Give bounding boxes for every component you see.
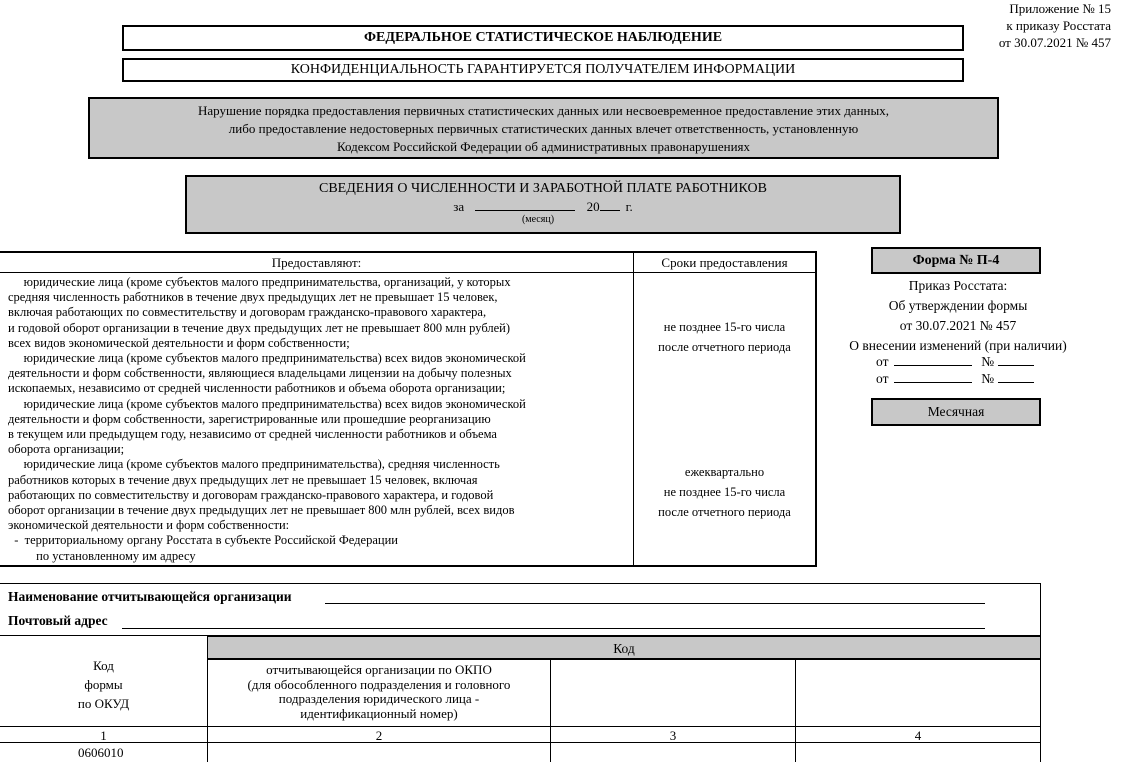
provider-line: экономической деятельности и форм собственности: — [8, 518, 290, 533]
change-date-field-2[interactable] — [894, 382, 972, 383]
order-line-3: от 30.07.2021 № 457 — [899, 318, 1017, 333]
num-label-2: № — [981, 371, 995, 386]
deadline-monthly — [634, 317, 815, 357]
okpo-line-2: (для обособленного подразделения и головного — [247, 676, 511, 692]
postal-address-label: Почтовый адрес — [8, 613, 108, 628]
period-za: за — [453, 199, 465, 214]
provider-line: юридические лица (кроме субъектов малого предпринимательства), средняя численность — [8, 457, 500, 472]
providers-text — [8, 275, 632, 564]
provider-line: работников которых в течение двух предыдущих лет не превышает 15 человек, включая — [8, 472, 478, 487]
report-title: СВЕДЕНИЯ О ЧИСЛЕННОСТИ И ЗАРАБОТНОЙ ПЛАТЕ РАБОТНИКОВ — [319, 181, 767, 196]
provider-line: оборот организации в течение двух предыдущих лет не превышает 800 млн рублей, всех видов — [8, 503, 515, 518]
deadline-2-line-3: после отчетного периода — [658, 505, 791, 519]
okud-line-1: Код — [93, 658, 114, 673]
providers-table — [0, 251, 817, 567]
change-number-field-1[interactable] — [998, 365, 1034, 366]
confidentiality-header: КОНФИДЕНЦИАЛЬНОСТЬ ГАРАНТИРУЕТСЯ ПОЛУЧАТЕЛЕМ ИНФОРМАЦИИ — [122, 58, 964, 82]
okpo-header — [208, 663, 550, 721]
provider-line: юридические лица (кроме субъектов малого предпринимательства, организаций, у которых — [8, 275, 511, 289]
org-name-field[interactable] — [325, 603, 985, 604]
org-name-label: Наименование отчитывающейся организации — [8, 589, 292, 604]
okud-line-2: формы — [84, 677, 123, 692]
okud-code-value: 0606010 — [78, 745, 124, 760]
provider-line: - территориальному органу Росстата в субъекте Российской Федерации — [8, 533, 398, 548]
deadline-1-line-1: не позднее 15-го числа — [663, 320, 786, 334]
periodicity-badge: Месячная — [871, 398, 1041, 426]
legal-warning — [88, 97, 999, 159]
appendix-note — [999, 0, 1111, 51]
providers-header: Предоставляют: — [271, 255, 362, 270]
warning-line-2: либо предоставление недостоверных первичных статистических данных влечет ответственность, установленную — [228, 121, 859, 136]
appendix-line-3: от 30.07.2021 № 457 — [998, 35, 1111, 50]
org-section — [0, 583, 1041, 762]
provider-line: всех видов экономической деятельности и форм собственности; — [8, 335, 350, 350]
provider-line: юридические лица (кроме субъектов малого предпринимательства) всех видов экономической — [8, 396, 526, 411]
month-field[interactable] — [475, 210, 575, 211]
col-number-3: 3 — [669, 728, 677, 743]
changes-fields — [876, 353, 1034, 387]
num-label-1: № — [981, 354, 995, 369]
appendix-line-2: к приказу Росстата — [1006, 18, 1111, 33]
provider-line: деятельности и форм собственности, зарегистрированные или прошедшие реорганизацию — [8, 411, 491, 426]
provider-line: включая работающих по совместительству и договорам гражданско-правового характера, — [8, 305, 487, 320]
year-prefix: 20 — [586, 199, 600, 214]
form-number: Форма № П-4 — [871, 247, 1041, 274]
okpo-code-field[interactable] — [208, 743, 550, 762]
month-caption: (месяц) — [521, 214, 555, 225]
okpo-line-1: отчитывающейся организации по ОКПО — [266, 662, 492, 677]
warning-line-3: Кодексом Российской Федерации об административных правонарушениях — [336, 139, 751, 154]
provider-line: оборота организации; — [8, 442, 125, 457]
change-number-field-2[interactable] — [998, 382, 1034, 383]
provider-line: по установленному им адресу — [8, 548, 196, 563]
col-number-2: 2 — [375, 728, 383, 743]
code-field-3[interactable] — [551, 743, 795, 762]
deadline-1-line-2: после отчетного периода — [658, 340, 791, 354]
provider-line: деятельности и форм собственности, являющиеся владельцами лицензии на добычу полезных — [8, 366, 512, 381]
okud-line-3: по ОКУД — [77, 696, 130, 711]
provider-line: работающих по совместительству и договорам гражданско-правового характера, и годовой — [8, 487, 494, 502]
okud-header — [0, 656, 207, 713]
provider-line: и годовой оборот организации в течение двух предыдущих лет не превышает 800 млн рублей) — [8, 320, 511, 335]
provider-line: ископаемых, независимо от средней численности работников и объема оборота организации; — [8, 381, 506, 396]
year-suffix: г. — [625, 199, 633, 214]
federal-observation-header: ФЕДЕРАЛЬНОЕ СТАТИСТИЧЕСКОЕ НАБЛЮДЕНИЕ — [122, 25, 964, 51]
year-field[interactable] — [600, 210, 620, 211]
deadline-2-line-1: ежеквартально — [684, 465, 765, 479]
from-label-2: от — [876, 371, 889, 386]
from-label-1: от — [876, 354, 889, 369]
report-title-box — [185, 175, 901, 234]
period-line — [187, 198, 899, 215]
warning-line-1: Нарушение порядка предоставления первичных статистических данных или несвоевременное предоставление этих данных, — [198, 103, 889, 118]
code-header: Код — [207, 635, 1040, 660]
deadlines-header: Сроки предоставления — [661, 255, 788, 270]
provider-line: в текущем или предыдущем году, независимо от средней численности работников и объема — [8, 427, 497, 442]
order-line-2: Об утверждении формы — [888, 298, 1028, 313]
appendix-line-1: Приложение № 15 — [1009, 1, 1111, 16]
okpo-line-4: идентификационный номер) — [300, 705, 458, 721]
code-field-4[interactable] — [796, 743, 1040, 762]
provider-line: средняя численность работников в течение двух предыдущих лет не превышает 15 человек, — [8, 290, 498, 305]
changes-label: О внесении изменений (при наличии) — [849, 338, 1067, 353]
postal-address-field[interactable] — [122, 628, 985, 629]
deadline-2-line-2: не позднее 15-го числа — [663, 485, 786, 499]
col-number-4: 4 — [914, 728, 922, 743]
deadline-quarterly — [634, 462, 815, 522]
order-info — [836, 276, 1080, 356]
col-number-1: 1 — [100, 728, 107, 743]
order-line-1: Приказ Росстата: — [908, 278, 1008, 293]
okpo-line-3: подразделения юридического лица - — [278, 691, 480, 706]
change-date-field-1[interactable] — [894, 365, 972, 366]
provider-line: юридические лица (кроме субъектов малого предпринимательства) всех видов экономической — [8, 351, 526, 366]
